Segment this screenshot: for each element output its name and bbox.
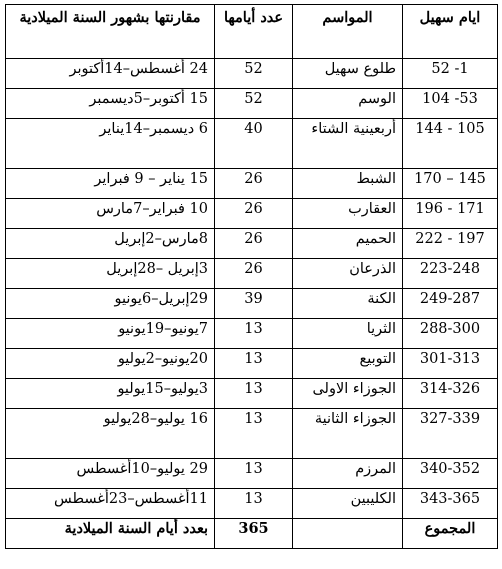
table-row [6, 409, 498, 459]
days-cell: 301-313 [403, 349, 498, 379]
count-cell: 13 [215, 409, 293, 459]
count-cell: 26 [215, 259, 293, 289]
header-season: المواسم [293, 5, 403, 59]
season-cell: الشبط [293, 169, 403, 199]
days-cell: 340-352 [403, 459, 498, 489]
gregorian-cell: 20يونيو–2يوليو [6, 349, 215, 379]
table-row [6, 59, 498, 89]
table-row [6, 489, 498, 519]
table-row [6, 199, 498, 229]
table-row [6, 319, 498, 349]
season-cell: الوسم [293, 89, 403, 119]
count-cell: 52 [215, 59, 293, 89]
count-cell: 13 [215, 319, 293, 349]
days-cell: 327-339 [403, 409, 498, 459]
gregorian-cell: 3إبريل –28إبريل [6, 259, 215, 289]
table-row [6, 349, 498, 379]
count-cell: 52 [215, 89, 293, 119]
header-count: عدد أيامها [215, 5, 293, 59]
count-cell: 26 [215, 229, 293, 259]
total-gregorian-note: بعدد أيام السنة الميلادية [6, 519, 215, 549]
header-days: ايام سهيل [403, 5, 498, 59]
count-cell: 39 [215, 289, 293, 319]
total-season-cell [293, 519, 403, 549]
days-cell: 343-365 [403, 489, 498, 519]
count-cell: 13 [215, 349, 293, 379]
gregorian-cell: 29 يوليو–10أغسطس [6, 459, 215, 489]
table-row [6, 289, 498, 319]
season-cell: طلوع سهيل [293, 59, 403, 89]
days-cell: 223-248 [403, 259, 498, 289]
table-row [6, 119, 498, 169]
count-cell: 13 [215, 459, 293, 489]
total-count: 365 [215, 519, 293, 549]
days-cell: 105 - 144 [403, 119, 498, 169]
table-row [6, 259, 498, 289]
season-cell: المرزم [293, 459, 403, 489]
count-cell: 40 [215, 119, 293, 169]
header-row [6, 5, 498, 59]
gregorian-cell: 24 أغسطس–14أكتوبر [6, 59, 215, 89]
gregorian-cell: 15 أكتوبر–5ديسمبر [6, 89, 215, 119]
table-row [6, 459, 498, 489]
season-cell: الذرعان [293, 259, 403, 289]
total-label: المجموع [403, 519, 498, 549]
season-cell: الجوزاء الثانية [293, 409, 403, 459]
days-cell: 171 - 196 [403, 199, 498, 229]
total-row [6, 519, 498, 549]
table-row [6, 89, 498, 119]
season-cell: الجوزاء الاولى [293, 379, 403, 409]
season-cell: الثريا [293, 319, 403, 349]
gregorian-cell: 10 فبراير–7مارس [6, 199, 215, 229]
table-row [6, 229, 498, 259]
gregorian-cell: 8مارس–2إبريل [6, 229, 215, 259]
table-row [6, 169, 498, 199]
count-cell: 13 [215, 489, 293, 519]
gregorian-cell: 29إبريل–6يونيو [6, 289, 215, 319]
days-cell: 314-326 [403, 379, 498, 409]
days-cell: 288-300 [403, 319, 498, 349]
season-cell: الكنة [293, 289, 403, 319]
season-cell: الحميم [293, 229, 403, 259]
days-cell: 53- 104 [403, 89, 498, 119]
days-cell: 249-287 [403, 289, 498, 319]
gregorian-cell: 11أغسطس–23أغسطس [6, 489, 215, 519]
days-cell: 1- 52 [403, 59, 498, 89]
gregorian-cell: 3يوليو–15يوليو [6, 379, 215, 409]
days-cell: 197 - 222 [403, 229, 498, 259]
table-row [6, 379, 498, 409]
count-cell: 13 [215, 379, 293, 409]
season-cell: أربعينية الشتاء [293, 119, 403, 169]
season-cell: الكليبين [293, 489, 403, 519]
season-cell: العقارب [293, 199, 403, 229]
gregorian-cell: 6 ديسمبر–14يناير [6, 119, 215, 169]
count-cell: 26 [215, 199, 293, 229]
gregorian-cell: 16 يوليو–28يوليو [6, 409, 215, 459]
gregorian-cell: 7يونيو–19يونيو [6, 319, 215, 349]
header-gregorian: مقارنتها بشهور السنة الميلادية [6, 5, 215, 59]
seasons-table [5, 4, 498, 549]
days-cell: 145 – 170 [403, 169, 498, 199]
season-cell: التوبيع [293, 349, 403, 379]
count-cell: 26 [215, 169, 293, 199]
gregorian-cell: 15 يناير – 9 فبراير [6, 169, 215, 199]
